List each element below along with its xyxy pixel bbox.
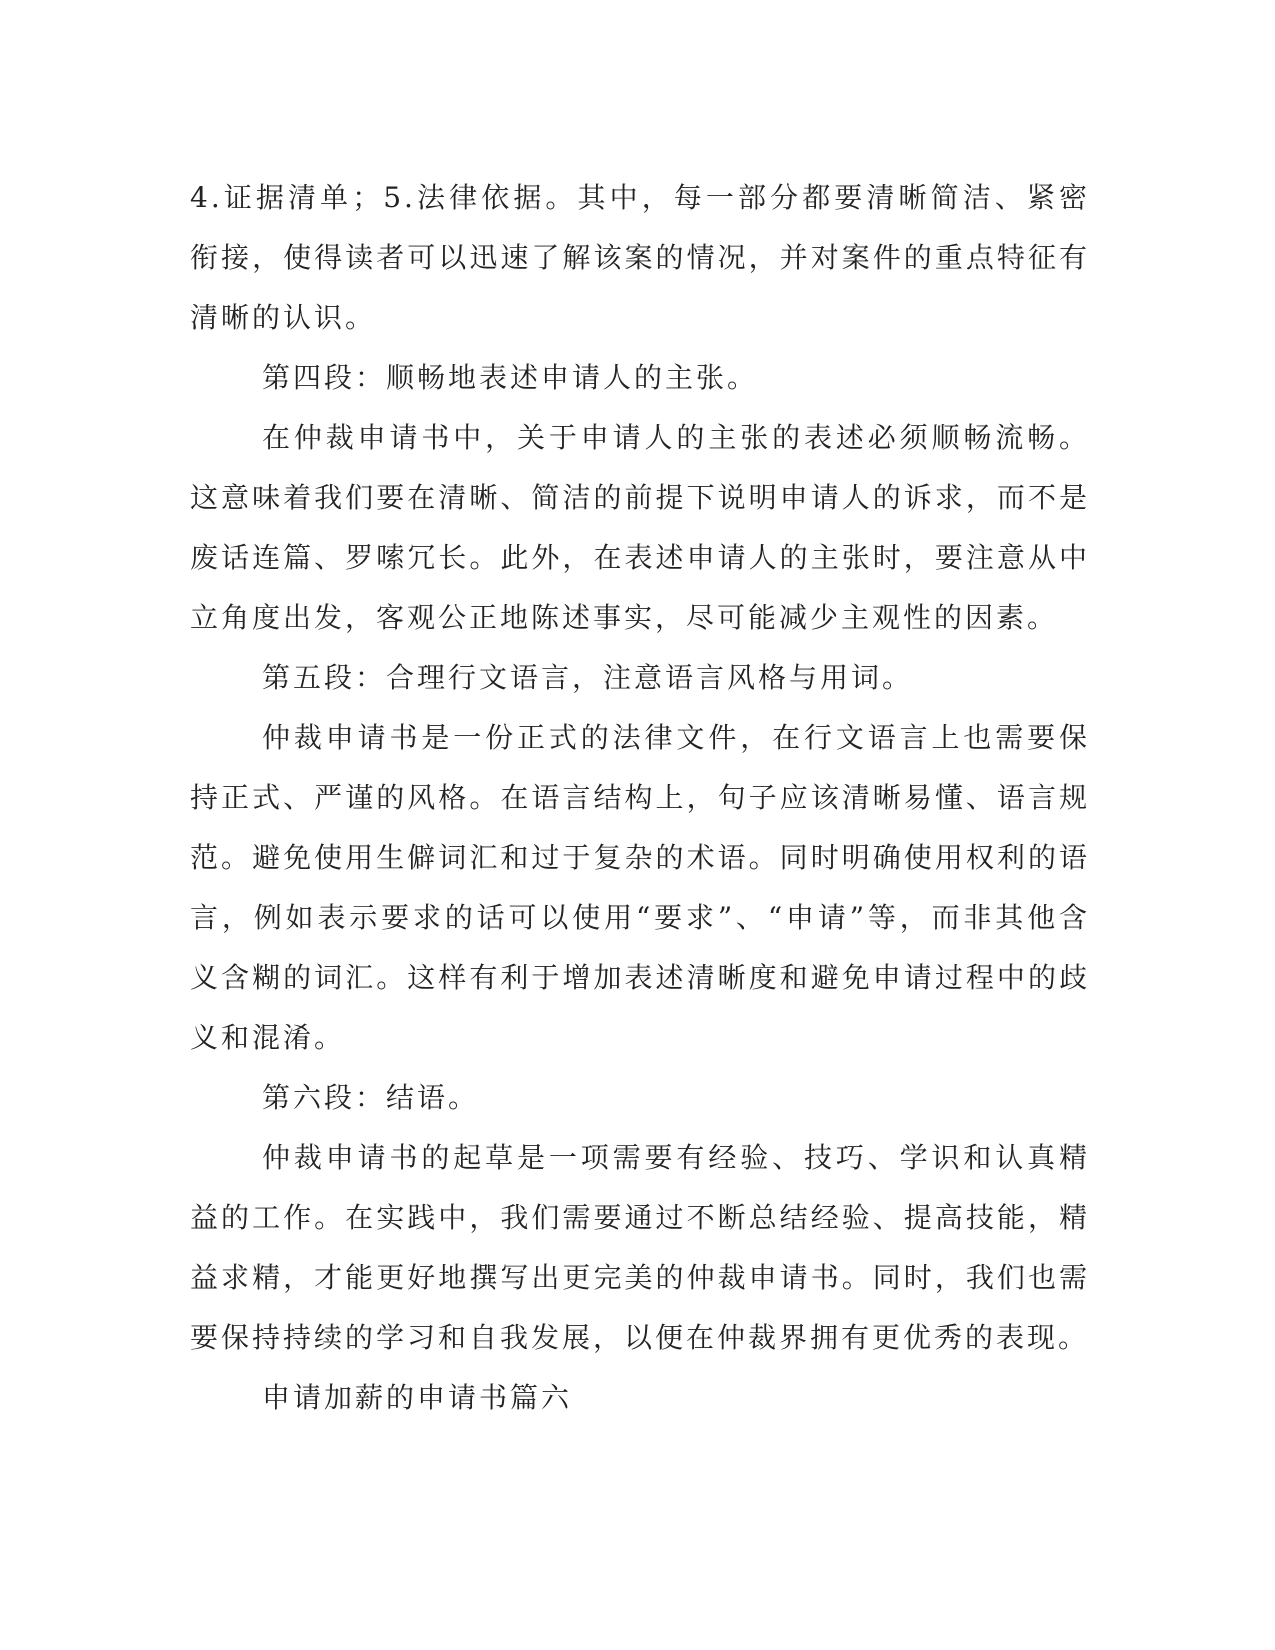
paragraph-evidence-list: 4.证据清单；5.法律依据。其中，每一部分都要清晰简洁、紧密衔接，使得读者可以迅速了解该案的情况，并对案件的重点特征有清晰的认识。 [190, 181, 1090, 334]
document-body [190, 168, 1090, 1428]
paragraph-language-style: 仲裁申请书是一份正式的法律文件，在行文语言上也需要保持正式、严谨的风格。在语言结构上，句子应该清晰易懂、语言规范。避免使用生僻词汇和过于复杂的术语。同时明确使用权利的语言，例如表示要求的话可以使用“要求”、“申请”等，而非其他含义含糊的词汇。这样有利于增加表述清晰度和避免申请过程中的歧义和混淆。 [190, 721, 1090, 1054]
section-heading-6: 第六段：结语。 [262, 1081, 480, 1114]
section-heading-4: 第四段：顺畅地表述申请人的主张。 [262, 361, 759, 394]
section-heading-5: 第五段：合理行文语言，注意语言风格与用词。 [262, 661, 914, 694]
paragraph-claims: 在仲裁申请书中，关于申请人的主张的表述必须顺畅流畅。这意味着我们要在清晰、简洁的前提下说明申请人的诉求，而不是废话连篇、罗嗦冗长。此外，在表述申请人的主张时，要注意从中立角度出发，客观公正地陈述事实，尽可能减少主观性的因素。 [190, 421, 1090, 634]
paragraph-conclusion: 仲裁申请书的起草是一项需要有经验、技巧、学识和认真精益的工作。在实践中，我们需要通过不断总结经验、提高技能，精益求精，才能更好地撰写出更完美的仲裁申请书。同时，我们也需要保持持续的学习和自我发展，以便在仲裁界拥有更优秀的表现。 [190, 1141, 1090, 1354]
article-title-next: 申请加薪的申请书篇六 [262, 1381, 573, 1414]
